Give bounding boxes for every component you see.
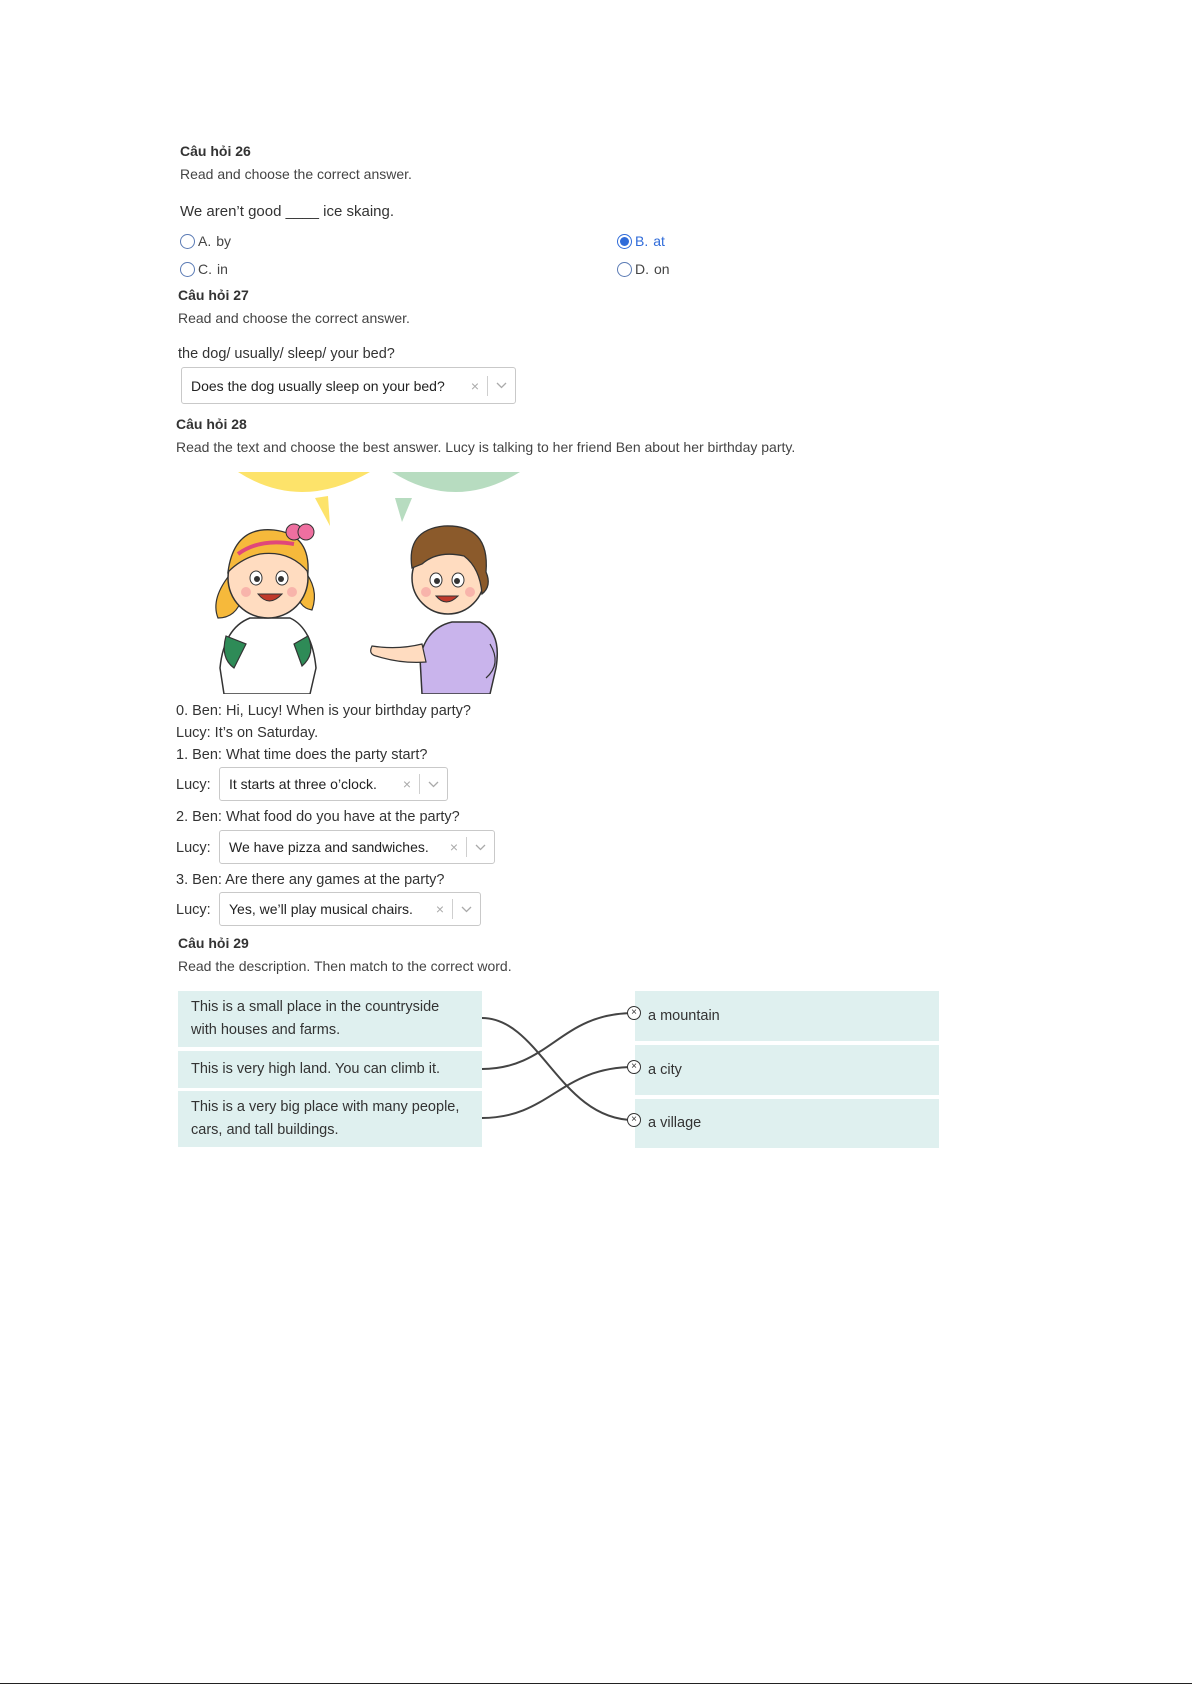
q27-answer-select[interactable] (181, 367, 516, 404)
match-right-word: a city (648, 1061, 682, 1078)
chevron-down-icon[interactable] (467, 844, 494, 851)
match-left-line: This is a very big place with many people, (191, 1099, 460, 1115)
q26-instruction: Read and choose the correct answer. (180, 166, 412, 182)
option-letter: B. (635, 233, 649, 249)
q27-prompt: the dog/ usually/ sleep/ your bed? (178, 346, 395, 362)
option-text: by (216, 233, 232, 249)
q26-stem: We aren’t good ____ ice skaing. (180, 203, 395, 220)
q28-item1-select[interactable] (219, 767, 448, 801)
clear-icon[interactable]: × (470, 377, 479, 394)
q28-example-answer: Lucy: It’s on Saturday. (176, 725, 319, 741)
option-text: in (217, 261, 228, 277)
match-left-line: This is very high land. You can climb it. (191, 1061, 441, 1077)
match-left-line: with houses and farms. (191, 1022, 341, 1038)
match-left-item[interactable] (178, 1091, 482, 1147)
select-value: Yes, we’ll play musical chairs. (229, 901, 413, 917)
q26-option-a[interactable] (180, 233, 231, 249)
q29-title: Câu hỏi 29 (178, 935, 249, 951)
chevron-down-icon[interactable] (420, 781, 447, 788)
remove-match-icon[interactable]: × (627, 1006, 641, 1020)
select-value: Does the dog usually sleep on your bed? (191, 377, 445, 394)
option-letter: A. (198, 233, 212, 249)
radio-icon[interactable] (180, 262, 195, 277)
q28-item3-select[interactable] (219, 892, 481, 926)
option-letter: D. (635, 261, 649, 277)
match-line[interactable] (482, 1013, 634, 1069)
q28-item2-speaker: Lucy: (176, 840, 211, 856)
clear-icon[interactable]: × (449, 839, 458, 855)
q28-item1-speaker: Lucy: (176, 777, 211, 793)
match-left-line: This is a small place in the countryside (191, 999, 440, 1015)
q28-item2-question: 2. Ben: What food do you have at the party? (176, 809, 460, 825)
q28-example-question: 0. Ben: Hi, Lucy! When is your birthday party? (176, 703, 471, 719)
radio-icon[interactable] (617, 262, 632, 277)
speech-bubble-yellow (238, 472, 370, 492)
speech-bubble-green (392, 472, 520, 492)
q27-title: Câu hỏi 27 (178, 287, 249, 303)
option-letter: C. (198, 261, 212, 277)
radio-icon[interactable] (180, 234, 195, 249)
ben-figure (371, 526, 498, 694)
q26-option-c[interactable] (180, 261, 228, 277)
remove-match-icon[interactable]: × (627, 1060, 641, 1074)
select-value: We have pizza and sandwiches. (229, 839, 429, 855)
q28-item3-speaker: Lucy: (176, 902, 211, 918)
match-right-item[interactable] (635, 1045, 939, 1095)
match-left-item[interactable] (178, 991, 482, 1047)
q27-instruction: Read and choose the correct answer. (178, 310, 410, 326)
q28-item1-question: 1. Ben: What time does the party start? (176, 747, 428, 763)
q28-instruction: Read the text and choose the best answer. Lucy is talking to her friend Ben about her birthday party. (176, 439, 796, 455)
q28-title: Câu hỏi 28 (176, 416, 247, 432)
match-connectors (480, 1000, 640, 1130)
match-right-word: a village (648, 1115, 702, 1131)
lucy-ben-illustration (190, 468, 530, 694)
q26-option-d[interactable] (617, 261, 670, 277)
match-right-word: a mountain (648, 1007, 720, 1024)
remove-match-icon[interactable]: × (627, 1113, 641, 1127)
q26-option-b[interactable] (617, 233, 665, 249)
match-right-item[interactable] (635, 991, 939, 1041)
match-left-line: cars, and tall buildings. (191, 1122, 339, 1138)
match-left-item[interactable] (178, 1051, 482, 1088)
clear-icon[interactable]: × (402, 776, 411, 792)
match-right-item[interactable] (635, 1099, 939, 1148)
radio-checked-icon[interactable] (617, 234, 632, 249)
q29-instruction: Read the description. Then match to the correct word. (178, 958, 512, 974)
select-value: It starts at three o’clock. (229, 776, 377, 792)
chevron-down-icon[interactable] (453, 906, 480, 913)
q28-item3-question: 3. Ben: Are there any games at the party? (176, 872, 445, 888)
q26-title: Câu hỏi 26 (180, 143, 251, 159)
lucy-figure (216, 524, 316, 694)
page-bottom-rule (0, 1683, 1192, 1684)
q28-item2-select[interactable] (219, 830, 495, 864)
clear-icon[interactable]: × (435, 901, 444, 917)
chevron-down-icon[interactable] (488, 382, 515, 389)
option-text: on (654, 261, 670, 277)
option-text: at (653, 233, 665, 249)
